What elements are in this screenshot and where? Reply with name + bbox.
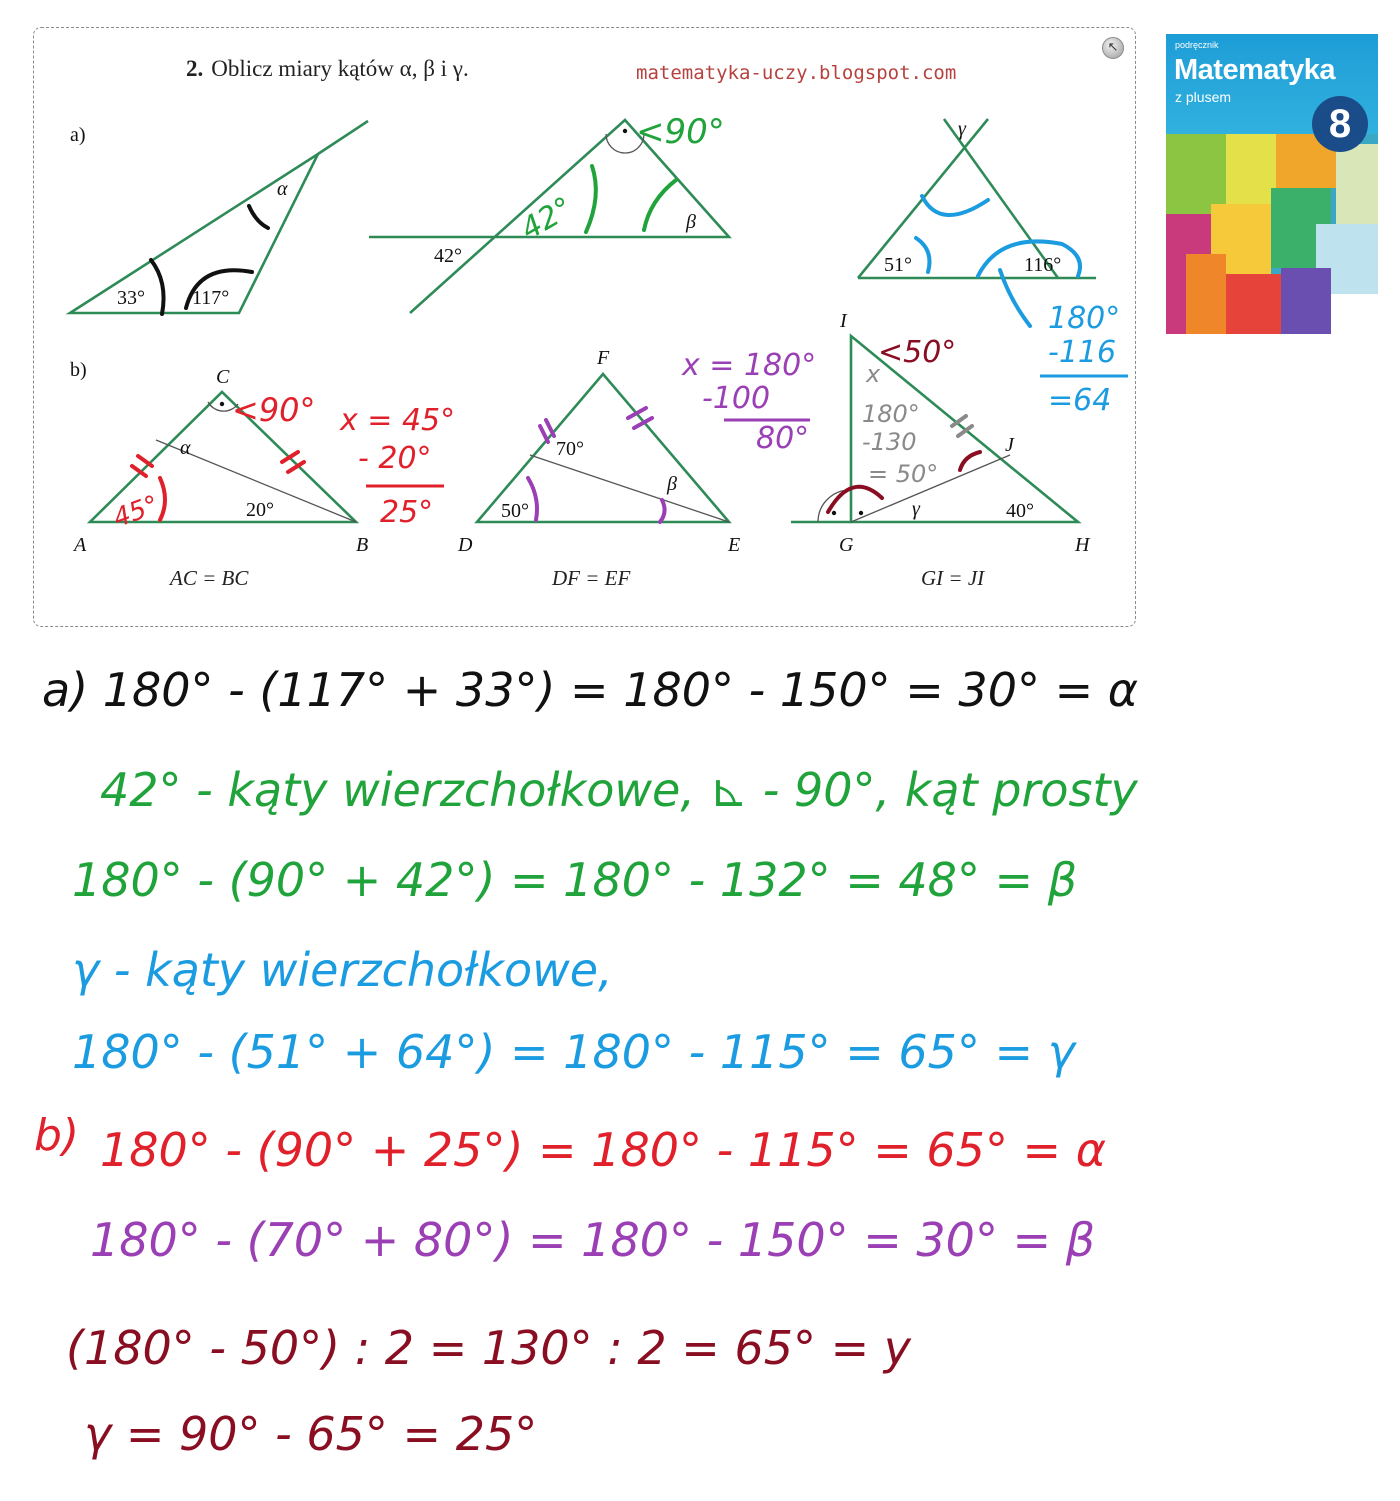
vertex-label: C	[216, 366, 230, 388]
task-number: 2.	[186, 56, 204, 81]
vertex-label: J	[1005, 434, 1014, 456]
solution-label: b)	[34, 1110, 80, 1161]
angle-arc-mark	[922, 196, 988, 215]
beta-label: β	[667, 473, 677, 495]
triangles	[70, 119, 1096, 522]
vertex-label: H	[1075, 534, 1090, 556]
solution-line: 180° - (51° + 64°) = 180° - 115° = 65° = γ	[72, 1025, 1075, 1079]
right-angle-dot	[220, 402, 224, 406]
angle-arc-mark	[660, 500, 665, 522]
angle-arc-mark	[828, 487, 882, 512]
right-angle-dot	[832, 511, 836, 515]
condition-label: DF = EF	[552, 566, 631, 590]
task-instruction: Oblicz miary kątów α, β i γ.	[211, 56, 469, 81]
cover-kicker: podręcznik	[1175, 40, 1219, 50]
vertex-label: I	[840, 310, 847, 332]
solution-line: γ - kąty wierzchołkowe,	[72, 943, 613, 997]
condition-label: GI = JI	[921, 566, 985, 590]
annotation: -116	[1048, 335, 1117, 370]
angle-label: 70°	[556, 438, 584, 460]
gamma-label: γ	[912, 498, 920, 520]
part-b-label: b)	[70, 359, 87, 381]
solution-line: γ = 90° - 65° = 25°	[84, 1407, 538, 1461]
solution-line: a) 180° - (117° + 33°) = 180° - 150° = 30° = α	[42, 663, 1139, 717]
angle-arc-mark	[960, 452, 980, 470]
annotation: 180°	[1048, 301, 1121, 336]
annotation: <90°	[636, 112, 725, 152]
vertex-label: G	[839, 534, 854, 556]
angle-arc-mark	[151, 260, 164, 314]
angle-label: 20°	[246, 499, 274, 521]
annotation: x	[866, 360, 881, 388]
alpha-label: α	[180, 437, 191, 459]
right-angle-arc-b3	[818, 490, 851, 522]
extension-line-a1	[318, 121, 368, 154]
angle-arc-mark	[644, 180, 676, 230]
solution-line: 180° - (90° + 42°) = 180° - 132° = 48° = β	[72, 853, 1078, 907]
angle-label: 33°	[117, 287, 145, 309]
cover-grade: 8	[1312, 96, 1368, 152]
tick-mark	[132, 456, 152, 476]
annotation: -100	[702, 381, 771, 416]
vertex-label: D	[458, 534, 473, 556]
book-cover	[1166, 34, 1378, 334]
annotation: 45°	[109, 490, 163, 535]
angle-arc-mark	[916, 238, 930, 272]
vertex-label: F	[597, 347, 610, 369]
annotation: - 20°	[358, 441, 432, 476]
gamma-label: γ	[958, 118, 966, 140]
angle-label: 50°	[501, 500, 529, 522]
annotation: 80°	[756, 421, 810, 456]
angle-label: 51°	[884, 254, 912, 276]
angle-arc-mark	[586, 166, 596, 232]
annotation: 42°	[515, 190, 579, 248]
angle-label: 42°	[434, 245, 462, 267]
tick-mark	[540, 420, 554, 442]
beta-label: β	[686, 211, 696, 233]
right-angle-dot	[623, 129, 627, 133]
right-angle-dot	[859, 511, 863, 515]
annotation: <50°	[878, 335, 957, 370]
part-a-label: a)	[70, 124, 86, 146]
solution-line: (180° - 50°) : 2 = 130° : 2 = 65° = y	[66, 1321, 912, 1375]
angle-arc-mark	[249, 206, 268, 228]
annotation: 180°	[862, 400, 920, 428]
cover-title: Matematyka	[1174, 54, 1336, 86]
solution-line: 180° - (70° + 80°) = 180° - 150° = 30° = β	[90, 1213, 1096, 1267]
annotation: = 50°	[868, 460, 939, 488]
solution-line: 180° - (90° + 25°) = 180° - 115° = 65° = α	[100, 1123, 1107, 1177]
annotation: =64	[1048, 383, 1112, 418]
angle-arc-mark	[528, 478, 537, 520]
collapse-arrow-icon[interactable]: ↖	[1102, 37, 1124, 59]
vertex-label: B	[356, 534, 369, 556]
solution-line: 42° - kąty wierzchołkowe, ⊾ - 90°, kąt prosty	[100, 763, 1138, 817]
angle-label: 40°	[1006, 500, 1034, 522]
cover-subtitle: z plusem	[1175, 89, 1232, 105]
annotation: 25°	[380, 495, 434, 530]
vertex-label: E	[728, 534, 741, 556]
annotation: -130	[862, 428, 917, 456]
angle-label: 116°	[1024, 254, 1062, 276]
condition-label: AC = BC	[170, 566, 249, 590]
annotation: x = 180°	[682, 348, 817, 383]
angle-label: 117°	[192, 287, 230, 309]
annotation: x = 45°	[340, 403, 456, 438]
cover-pattern	[1166, 134, 1378, 334]
vertex-label: A	[74, 534, 87, 556]
annotation: <90°	[232, 391, 316, 429]
alpha-label: α	[277, 178, 288, 200]
watermark: matematyka-uczy.blogspot.com	[636, 62, 957, 84]
